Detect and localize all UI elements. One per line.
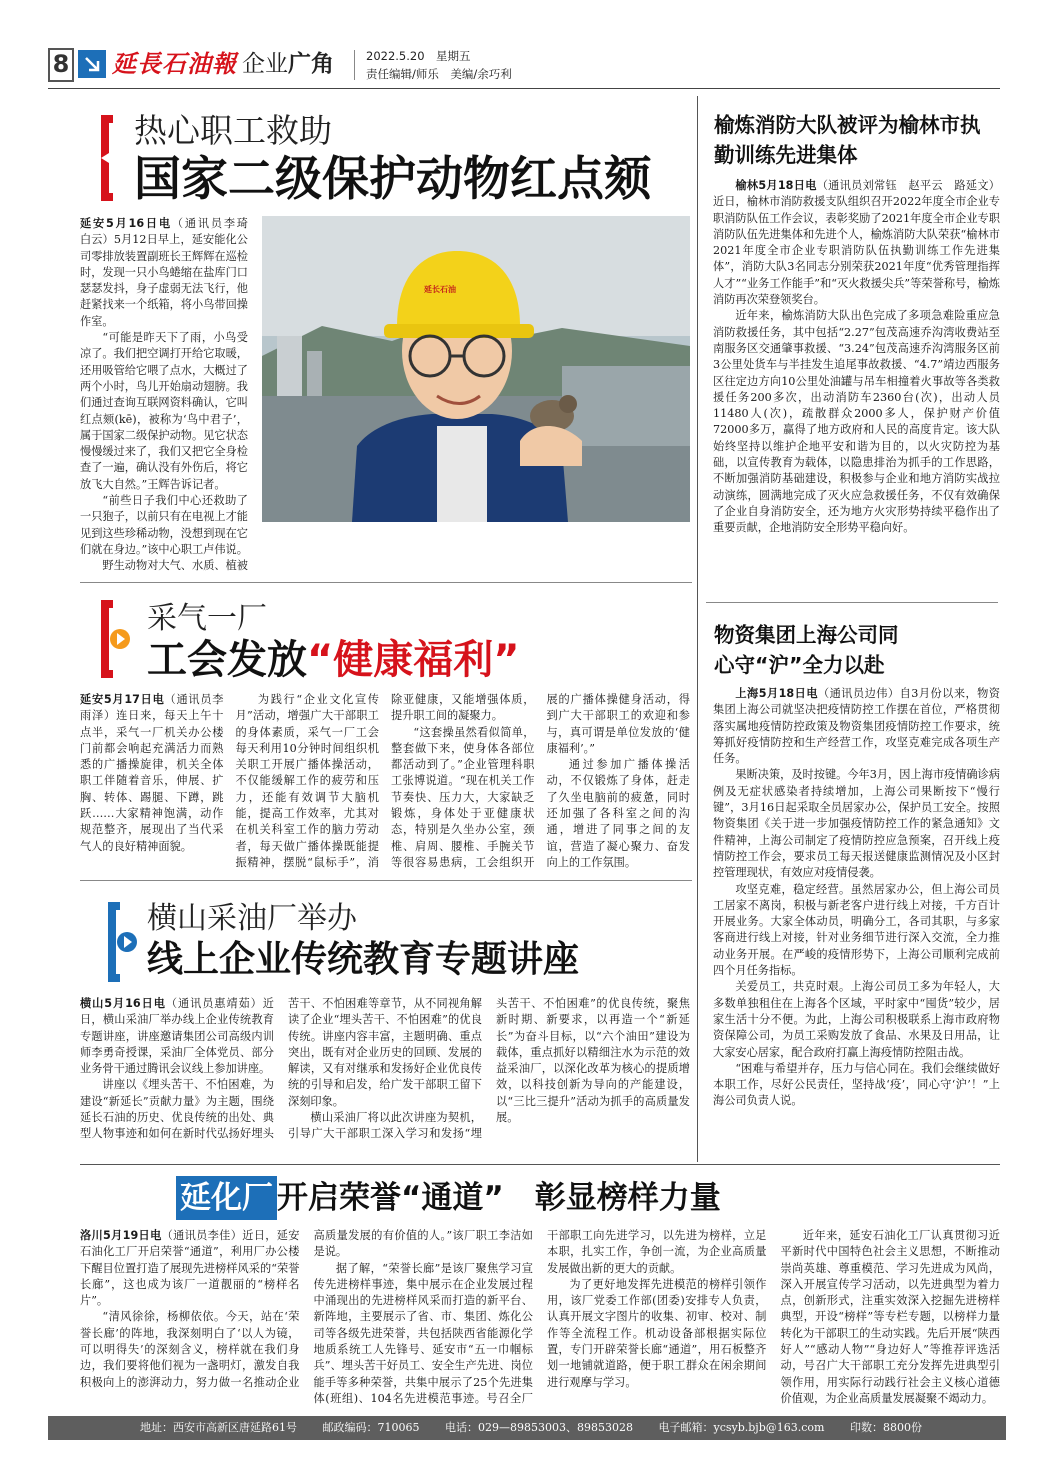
footer-email: 电子邮箱：ycsyb.bjb@163.com [658,1421,825,1434]
story1-dateline: 延安5月16日电 [80,217,172,230]
story-red-bracket [99,113,115,203]
story6-headline [176,1176,721,1220]
footer-phone: 电话：029—89853003、89853028 [445,1421,633,1434]
story5-body [80,996,690,1156]
story4-body [713,686,1000,1140]
story3-lead: 连日来，每天上午十点半，采气一厂机关办公楼门前都会响起充满活力而熟悉的广播操旋律，机关全体职工伴随着音乐，伸展、扩胸、转体、踢腿、下蹲，跳跃……大家精神饱满，动作规范整齐，展现出了当代采气人的良好精神面貌。 [80,709,224,853]
page-number: 8 [48,48,74,82]
story3-paragraph: 为践行“企业文化宣传月”活动，增强广大干部职工的身体素质，采气一厂工会每天利用10分钟时间组织机关职工开展广播体操活动，不仅能缓解工作的疲劳和压力，还能有效调节大脑机能，提高工作效率，尤其对在机关科室工作的脑力劳动者，每天做广播体操既能提振精神，摆脱“鼠标手”，消除亚健康，又能增强体质，提升职工间的凝聚力。 [235,693,535,869]
story5-lead: 近日，横山采油厂举办线上企业传统教育专题讲座，讲座邀请集团公司高级内训师李勇奇授课，采油厂全体党员、部分业务骨干通过腾讯会议线上参加讲座。 [80,997,274,1076]
story6-title-rest: 开启荣誉“通道” 彰显榜样力量 [277,1180,721,1216]
story1-paragraph: 野生动物对大气、水质、植被 [102,559,248,572]
story4-headline: 物资集团上海公司同心守“沪”全力以赴 [714,623,899,677]
footer-postcode: 邮政编码：710065 [322,1421,420,1434]
story1-lead: 5月12日早上，延安能化公司零排放装置副班长王辉辉在巡检时，发现一只小鸟蜷缩在盐库门口瑟瑟发抖，身子虚弱无法飞行，他赶紧找来一个纸箱，将小鸟带回操作室。 [80,233,248,328]
footer-print-run: 印数：8800份 [849,1421,922,1434]
story3-headline [147,636,520,684]
section-rule [80,582,692,583]
story6-dateline: 洛川5月19日电 [80,1229,162,1242]
story5-blue-bracket [106,900,140,984]
column-separator [697,96,698,1162]
page-header [48,46,1006,86]
story5-kicker: 横山采油厂举办 [147,901,357,936]
story5-dateline: 横山5月16日电 [80,997,166,1010]
section-rule [706,602,998,603]
helmet-badge: 延长石油 [424,285,456,294]
story5-paragraph: 横山采油厂将以此次讲座为契机，引导广大干部职工深入学习和发扬“埋头苦干、不怕困难”的优良传统，聚焦新时期、新要求，以再造一个“新延长”为奋斗目标，以“六个油田”建设为载体，重点抓好以精细注水为示范的效益采油厂，以深化改革为核心的提质增效，以科技创新为导向的产能建设，以“三比三提升”活动为抓手的高质量发展。 [288,997,690,1141]
story2-body [713,178,1000,598]
editor-credits: 责任编辑/师乐 美编/余巧利 [366,67,512,81]
arrow-icon [78,50,106,78]
story5-paragraph: 讲座以《埋头苦干、不怕困难，为建设“新延长”贡献力量》为主题，围绕延长石油的历史、优良传统的出处、典型人物事迹和如何在新时代弘扬好埋头苦干、不怕困难等章节，从不同视角解读了企业“埋头苦干、不怕困难”的优良传统。讲座内容丰富，主题明确、重点突出，既有对企业历史的回顾、发展的解读，又有对继承和发扬好企业优良传统的引导和启发，给广发干部职工留下深刻印象。 [80,997,482,1141]
story3-body [80,692,690,872]
story6-title-highlight: 延化厂 [176,1176,277,1220]
section-rule [80,1164,1000,1165]
story2-paragraph: 近年来，榆炼消防大队出色完成了多项急难险重应急消防救援任务，其中包括“2.27”包茂高速乔沟湾收费站至南服务区交通肇事救援、“3.24”包茂高速乔沟湾服务区前3公里处货车与半挂发生追尾事故救援、“4.7”靖边西服务区往定边方向10公里处油罐与吊车相撞着火事故等各类救援任务200多次，出动消防车2360台(次)，出动人员11480人(次)，疏散群众2000多人，保护财产价值72000多万，赢得了地方政府和人民的高度肯定。该大队始终坚持以维护企地平安和谐为目的，以火灾防控为基础，以宣传教育为载体，以隐患排治为抓手的工作思路，不断加强消防基础建设，积极参与企业和地方消防实战拉动演练，圆满地完成了灭火应急救援任务，不仅有效确保了企业自身消防安全，还为地方火灾形势持续平稳作出了重要贡献，企地消防安全形势平稳向好。 [713,309,1000,535]
masthead-logo: 延長石油報 [112,49,237,78]
story4-byline: （通讯员边伟） [817,687,900,700]
story4-paragraph: 关爱员工，共克时艰。上海公司员工多为年轻人，大多数单独租住在上海各个区域，平时家中“囤货”较少，居家生活十分不便。为此，上海公司积极联系上海市政府物资保障公司，为员工采购发放了食品、水果及日用品，让大家安心居家，配合政府打赢上海疫情防控阻击战。 [713,980,1000,1059]
story1-kicker: 热心职工救助 [134,111,332,150]
story2-dateline: 榆林5月18日电 [735,179,817,192]
story3-paragraph: 通过参加广播体操活动，不仅锻炼了身体，赶走了久坐电脑前的疲惫，同时还加强了各科室之间的沟通，增进了同事之间的友谊，营造了凝心聚力、奋发向上的工作氛围。 [546,758,690,869]
footer-address: 地址：西安市高新区唐延路61号 [140,1421,297,1434]
story1-byline: （通讯员李琦 白云） [80,217,248,247]
story3-byline: （通讯员李雨泽） [80,693,224,723]
story4-paragraph: 果断决策，及时按键。今年3月，因上海市疫情确诊病例及无症状感染者持续增加，上海公司果断按下“慢行键”，3月16日起采取全员居家办公，保护员工安全。按照物资集团《关于进一步加强疫情防控工作的紧急通知》文件精神，上海公司制定了疫情防控应急预案，召开线上疫情防控工作会，要求员工每天报送健康监测情况及小区封控管理现状，有效应对疫情侵袭。 [713,768,1000,880]
footer-info [140,1416,1000,1440]
section-prefix: 企业 [242,51,288,77]
story1-body-col1 [80,216,248,572]
story6-paragraph: “清风徐徐，杨柳依依。今天，站在‘荣誉长廊’的阵地，我深刻明白了‘以人为镜，可以明得失’的深刻含义，榜样就在我们身边，我们要将他们视为一盏明灯，激发自我积极向上的澎湃动力，努力做一名推动企业高质量发展的有价值的人。”该厂职工李洁如是说。 [80,1229,533,1389]
story6-lead: 近日，延安石油化工厂开启荣誉“通道”，利用厂办公楼下醒目位置打造了展现先进榜样风采的“荣誉长廊”，这也成为该厂一道靓丽的“榜样名片”。 [80,1229,300,1308]
story5-byline: （通讯员惠靖茹） [165,997,263,1010]
story1-headline: 国家二级保护动物红点颏 [134,152,651,207]
story4-paragraph: “困难与希望并存，压力与信心同在。我们会继续做好本职工作，尽好公民责任，坚持战‘疫’，同心守‘沪’！”上海公司负责人说。 [713,1061,1000,1108]
story3-title-highlight: “健康福利” [307,637,520,683]
story1-photo [262,216,690,522]
story1-paragraph: “前些日子我们中心还救助了一只狍子，以前只有在电视上才能见到这些珍稀动物，没想到现在它们就在身边。”该中心职工卢伟说。 [80,494,248,556]
story3-title-prefix: 工会发放 [147,637,307,683]
section-accent: 广角 [288,51,334,77]
story3-dateline: 延安5月17日电 [80,693,165,706]
story5-headline: 线上企业传统教育专题讲座 [147,939,580,980]
section-rule [80,880,692,881]
story3-kicker: 采气一厂 [147,601,267,636]
story6-byline: （通讯员李佳） [161,1229,243,1242]
story3-paragraph: “这套操虽然看似简单，整套做下来，使身体各部位都活动到了。”企业管理科职工张博说道。“现在机关工作节奏快、压力大，大家缺乏锻炼，身体处于亚健康状态，特别是久坐办公室，颈椎、肩周、腰椎、手腕关节等很容易患病，工会组织开展的广播体操健身活动，得到广大干部职工的欢迎和参与，真可谓是单位发放的‘健康福利’。” [391,693,690,869]
story6-paragraph: 为了更好地发挥先进模范的榜样引领作用，该厂党委工作部(团委)安排专人负责，认真开展文字图片的收集、初审、校对、制作等全流程工作。机动设备部根据实际位置，专门开辟荣誉长廊“通道”，用石板整齐划一地铺就道路，便于职工群众在闲余期间进行观摩与学习。 [547,1277,767,1389]
story4-dateline: 上海5月18日电 [735,687,818,700]
story4-lead: 自3月份以来，物资集团上海公司就坚决把疫情防控工作摆在首位，严格贯彻落实属地疫情防控政策及物资集团疫情防控工作要求，统筹抓好疫情防控和生产经营工作，攻坚克难完成各项生产任务。 [713,687,1000,766]
story4-paragraph: 攻坚克难，稳定经营。虽然居家办公，但上海公司员工居家不离岗，积极与新老客户进行线上对接，千方百计开展业务。大家全体动员，明确分工，各司其职，与多家客商进行线上对接，针对业务细节进行深入交流，全力推动业务开展。在严峻的疫情形势下，上海公司顺利完成前四个月任务指标。 [713,882,1000,978]
header-divider [354,50,355,80]
date: 2022.5.20 [366,49,425,63]
story6-paragraph: 据了解，“荣誉长廊”是该厂聚焦学习宣传先进榜样事迹，集中展示在企业发展过程中涌现出的先进榜样风采而打造的新平台、新阵地，主要展示了省、市、集团、炼化公司等各级先进荣誉，共包括陕西省能源化学地质系统工人先锋号、延安市“五一巾帼标兵”、埋头苦干好员工、安全生产先进、岗位能手等多种荣誉，共集中展示了25个先进集体(班组)、104名先进模范事迹。号召全厂干部职工向先进学习，以先进为榜样，立足本职，扎实工作，争创一流，为企业高质量发展做出新的更大的贡献。 [313,1229,767,1405]
story6-body [80,1228,1000,1410]
story1-paragraph: “可能是昨天下了雨，小鸟受凉了。我们把空调打开给它取暖，还用吸管给它喂了点水，大概过了两个小时，鸟儿开始扇动翅膀。我们通过查询互联网资料确认，它叫红点颏(kē)，被称为‘鸟中君子’，属于国家二级保护动物。见它状态慢慢缓过来了，我们又把它全身检查了一遍，确认没有外伤后，将它放飞大自然。”王辉告诉记者。 [80,331,248,491]
weekday: 星期五 [436,49,471,63]
story3-red-bracket [99,598,133,680]
story2-byline: （通讯员刘常钰 赵平云 路延文） [816,179,1000,192]
section-name [242,46,334,82]
header-rule [48,88,1000,89]
story2-headline: 榆炼消防大队被评为榆林市执勤训练先进集体 [714,113,981,167]
issue-date [366,48,471,64]
story6-paragraph: 近年来，延安石油化工厂认真贯彻习近平新时代中国特色社会主义思想，不断推动崇尚英雄、尊重模范、学习先进成为风尚，深入开展宣传学习活动，以先进典型为着力点，创新形式，注重实效深入挖掘先进榜样典型，开设“榜样”等专栏专题，以榜样力量转化为干部职工的生动实践。先后开展“陕西好人”“感动人物”“身边好人”等推荐评选活动，号召广大干部职工充分发挥先进典型引领作用，用实际行动践行社会主义核心道德价值观，为企业高质量发展凝聚不竭动力。 [780,1229,1000,1405]
story2-lead: 近日，榆林市消防救援支队组织召开2022年度全市企业专职消防队伍工作会议，表彰奖励了2021年度全市企业专职消防队伍先进集体和先进个人，榆炼消防大队荣获“榆林市2021年度全市企业专职消防队伍执勤训练工作先进集体”，消防大队3名同志分别荣获2021年度“优秀管理指挥人才”“业务工作能手”和“灭火救援尖兵”等荣誉称号，榆炼消防再次荣登领奖台。 [713,195,1000,307]
